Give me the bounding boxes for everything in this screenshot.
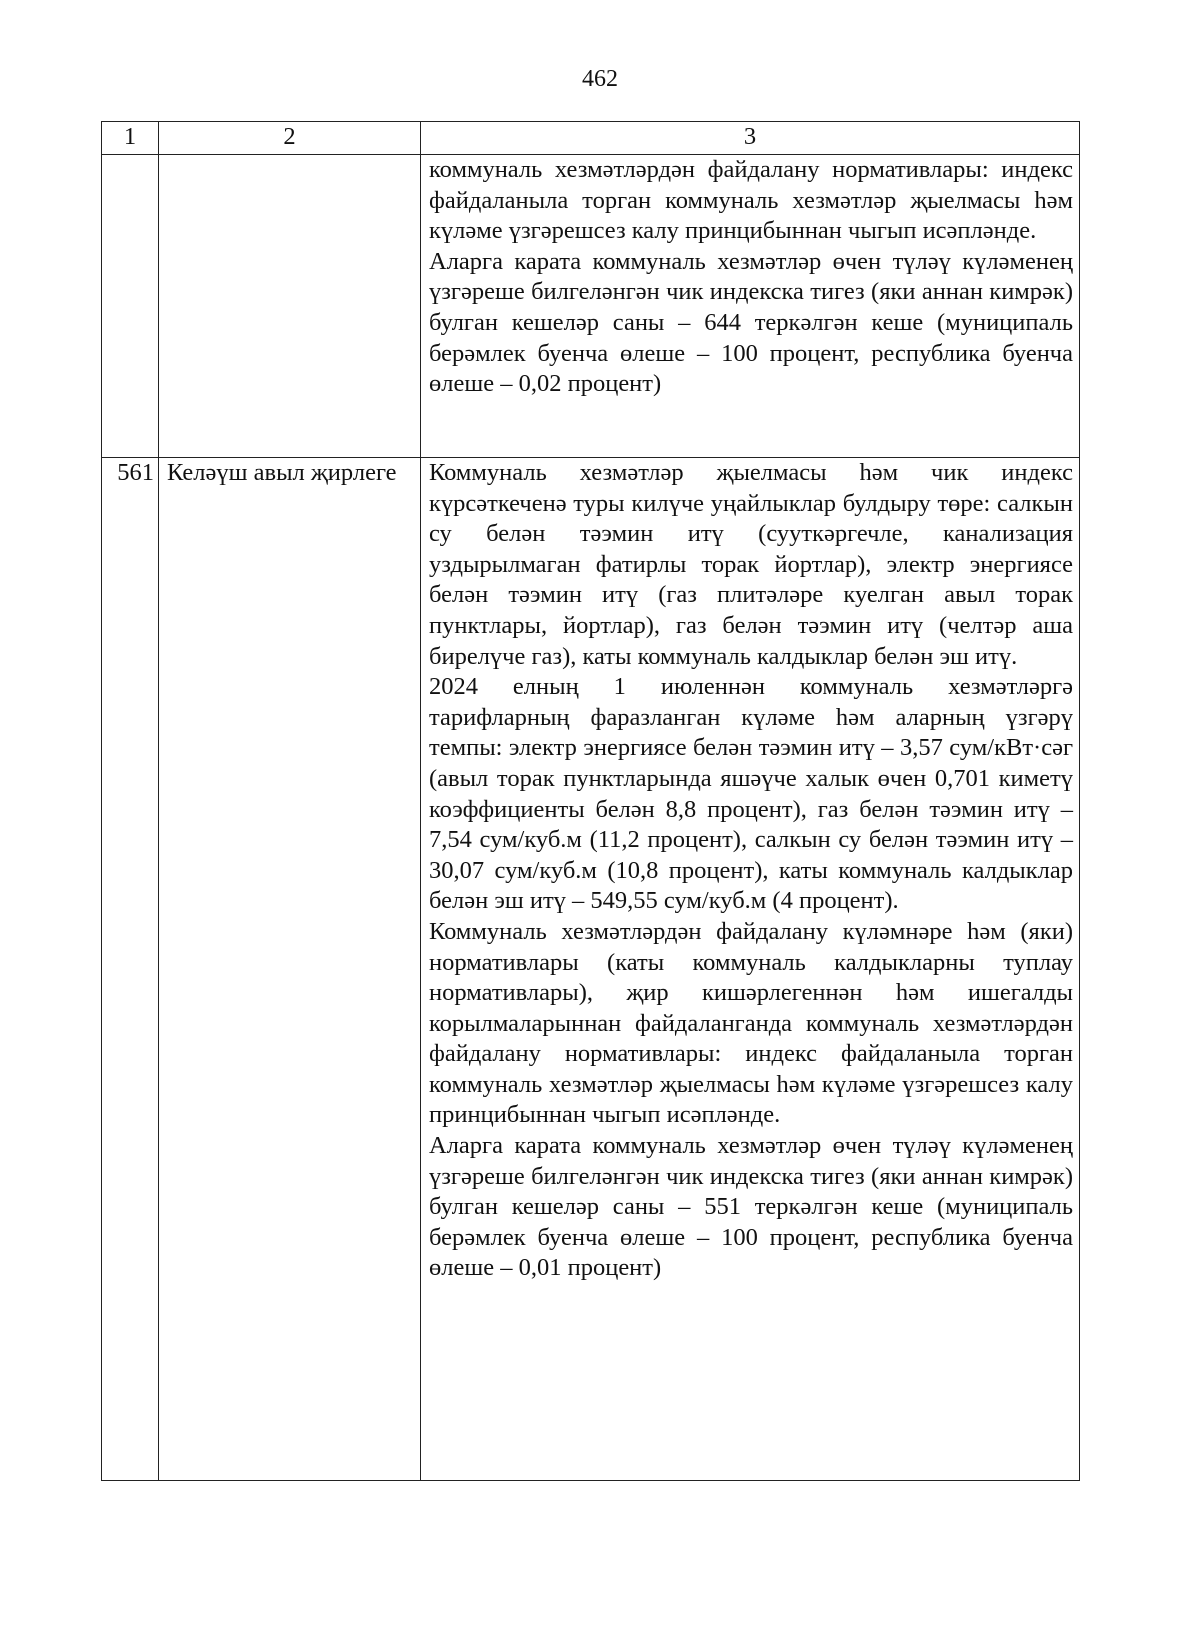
description-cell — [421, 458, 1080, 1481]
paragraph: коммуналь хезмәтләрдән файдалану нормативлары: индекс файдаланыла торган коммуналь хезмәтләр җыелмасы һәм күләме үзгәрешсез калу принцибыннан чыгып исәпләнде. — [429, 156, 1073, 245]
column-header-1: 1 — [102, 122, 159, 155]
table-row-continuation — [102, 155, 1080, 458]
table-row-561 — [102, 458, 1080, 1481]
paragraph: Аларга карата коммуналь хезмәтләр өчен түләү күләменең үзгәреше билгеләнгән чик индекска тигез (яки аннан кимрәк) булган кешеләр саны – 644 теркәлгән кеше (муниципаль берәмлек буенча өлеше – 100 процент, республика буенча өлеше – 0,02 процент) — [429, 247, 1073, 398]
settlement-name-cell: Келәүш авыл җирлеге — [159, 458, 421, 1481]
paragraph: Аларга карата коммуналь хезмәтләр өчен түләү күләменең үзгәреше билгеләнгән чик индекска тигез (яки аннан кимрәк) булган кешеләр саны – 551 теркәлгән кеше (муниципаль берәмлек буенча өлеше – 100 процент, республика буенча өлеше – 0,01 процент) — [429, 1132, 1073, 1282]
data-table — [101, 121, 1080, 1481]
paragraph: Коммуналь хезмәтләр җыелмасы һәм чик индекс күрсәткеченә туры килүче уңайлыклар булдыру төре: салкын су белән тәэмин итү (сууткәргечле, канализация уздырылмаган фатирлы торак йортлар), электр энергиясе белән тәэмин итү (газ плитәләре куелган авыл торак пунктлары, йортлар), газ белән тәэмин итү (челтәр аша бирелүче газ), каты коммуналь калдыклар белән эш итү. — [429, 459, 1073, 670]
row-number-cell — [102, 155, 159, 458]
row-number-cell: 561 — [102, 458, 159, 1481]
settlement-name-cell — [159, 155, 421, 458]
column-header-3: 3 — [421, 122, 1080, 155]
column-header-2: 2 — [159, 122, 421, 155]
description-cell — [421, 155, 1080, 458]
page-number: 462 — [582, 66, 618, 92]
paragraph: Коммуналь хезмәтләрдән файдалану күләмнәре һәм (яки) нормативлары (каты коммуналь калдыкларны туплау нормативлары), җир кишәрлегеннән һәм ишегалды корылмаларыннан файдаланганда коммуналь хезмәтләрдән файдалану нормативлары: индекс файдаланыла торган коммуналь хезмәтләр җыелмасы һәм күләме үзгәрешсез калу принцибыннан чыгып исәпләнде. — [429, 917, 1073, 1129]
table-header-row — [102, 122, 1080, 155]
paragraph: 2024 елның 1 июленнән коммуналь хезмәтләргә тарифларның фаразланган күләме һәм аларның үзгәрү темпы: электр энергиясе белән тәэмин итү – 3,57 сум/кВт·сәг (авыл торак пунктларында яшәүче халык өчен 0,701 киметү коэффициенты белән 8,8 процент), газ белән тәэмин итү – 7,54 сум/куб.м (11,2 процент), салкын су белән тәэмин итү – 30,07 сум/куб.м (10,8 процент), каты коммуналь калдыклар белән эш итү – 549,55 сум/куб.м (4 процент). — [429, 673, 1073, 915]
